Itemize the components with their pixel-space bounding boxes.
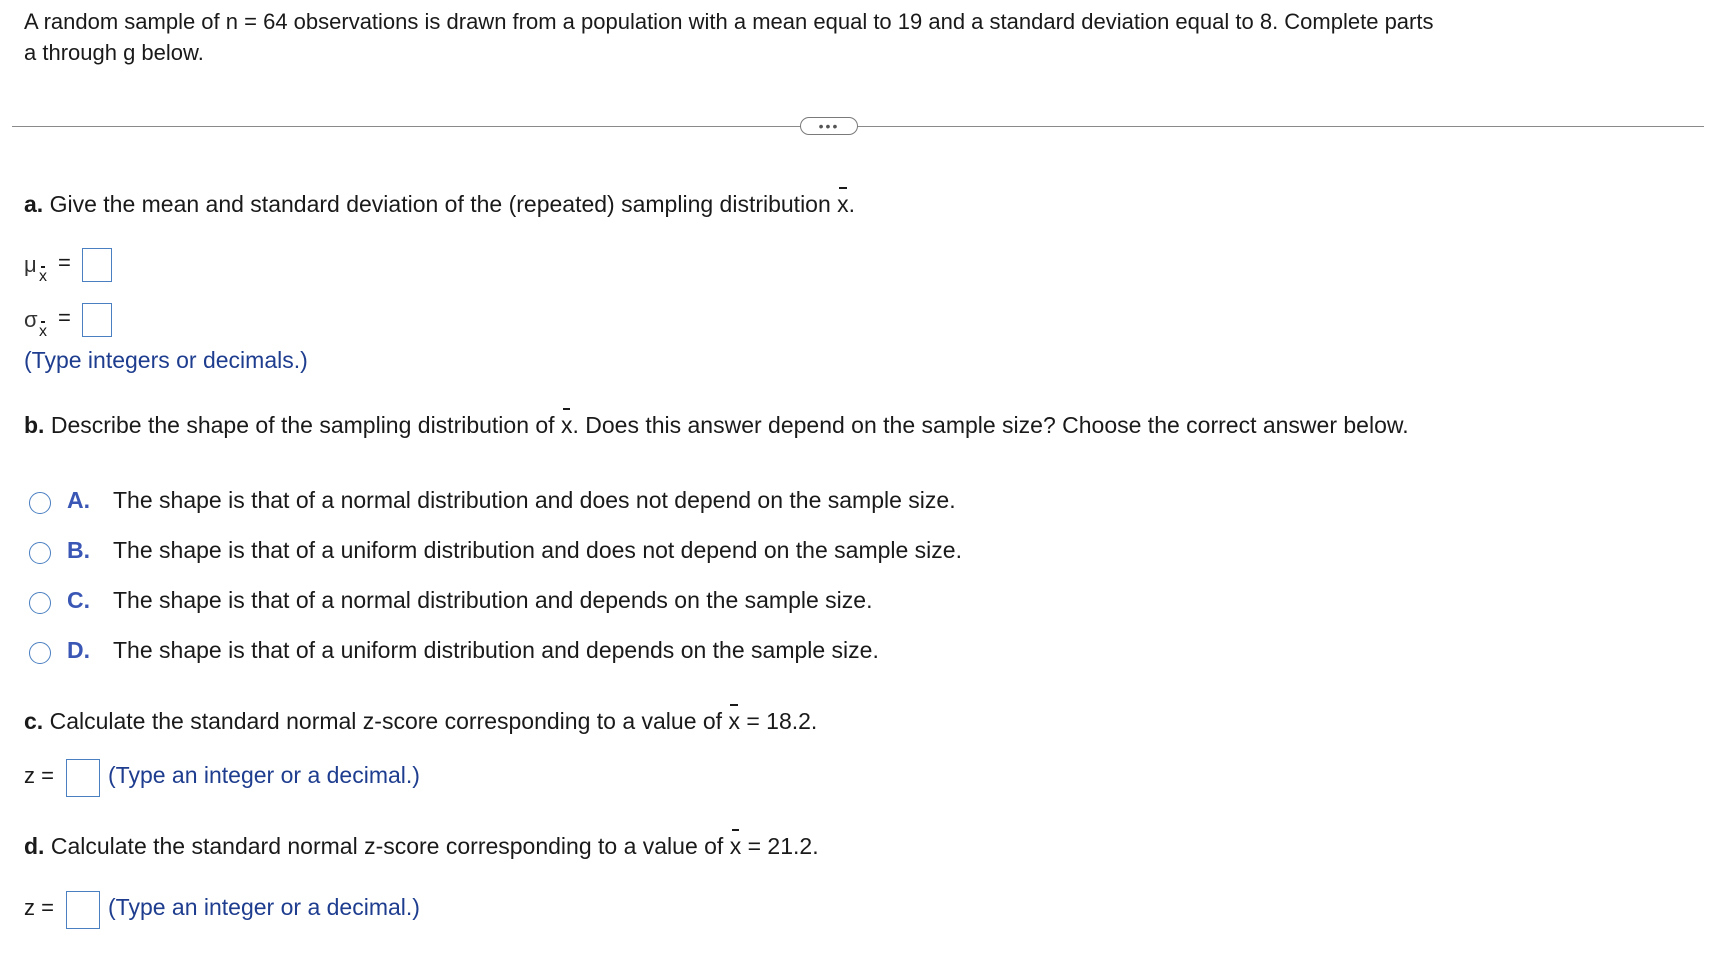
sigma-equals: = (58, 305, 71, 330)
part-d-z-label: z = (24, 895, 54, 920)
part-c-hint: (Type an integer or a decimal.) (108, 762, 420, 788)
option-b-letter: B. (67, 537, 90, 563)
option-b-radio[interactable] (29, 542, 51, 564)
more-dots-icon: ••• (818, 118, 840, 134)
mu-xbar-input[interactable] (82, 248, 112, 282)
part-d-label: d. (24, 833, 45, 859)
sigma-symbol: σ (24, 307, 38, 332)
option-c-radio[interactable] (29, 592, 51, 614)
part-c-question (24, 706, 817, 736)
option-d-radio[interactable] (29, 642, 51, 664)
x-bar-symbol: x (560, 412, 573, 438)
part-a-end: . (848, 191, 856, 217)
part-c-value: = 18.2. (739, 708, 818, 734)
part-a-question (24, 189, 855, 219)
section-divider (12, 126, 1704, 127)
option-c-text: The shape is that of a normal distribution and depends on the sample size. (113, 587, 873, 613)
option-b-text: The shape is that of a uniform distribution and does not depend on the sample size. (113, 537, 962, 563)
option-a-radio[interactable] (29, 492, 51, 514)
part-c-z-label: z = (24, 763, 54, 788)
mu-xbar-label (24, 246, 84, 286)
mu-symbol: μ (24, 252, 37, 277)
x-bar-symbol: x (728, 708, 740, 734)
problem-intro-line1: A random sample of n = 64 observations is drawn from a population with a mean equal to 19 and a standard deviation equal to 8. Complete parts (24, 9, 1434, 34)
part-d-text: Calculate the standard normal z-score corresponding to a value of (50, 833, 724, 859)
part-b-label: b. (24, 412, 45, 438)
option-c-letter: C. (67, 587, 90, 613)
x-bar-symbol: x (837, 191, 849, 217)
problem-intro (24, 6, 1704, 68)
part-b-question (24, 410, 1409, 440)
sigma-subscript: x (39, 323, 47, 340)
part-d-value: = 21.2. (741, 833, 819, 859)
mu-equals: = (58, 250, 71, 275)
part-c-z-input[interactable] (66, 759, 100, 797)
sigma-xbar-label (24, 301, 84, 341)
part-b-text-after: . Does this answer depend on the sample size? Choose the correct answer below. (572, 412, 1409, 438)
option-a-letter: A. (67, 487, 90, 513)
x-bar-symbol: x (729, 833, 742, 859)
part-d-hint: (Type an integer or a decimal.) (108, 894, 420, 920)
problem-intro-line2: a through g below. (24, 40, 204, 65)
part-a-label: a. (24, 191, 44, 217)
part-c-label: c. (24, 708, 44, 734)
part-d-question (24, 831, 819, 861)
option-a-text: The shape is that of a normal distribution and does not depend on the sample size. (113, 487, 956, 513)
show-more-button[interactable] (800, 117, 858, 135)
option-d-letter: D. (67, 637, 90, 663)
part-c-text: Calculate the standard normal z-score corresponding to a value of (49, 708, 723, 734)
part-a-text: Give the mean and standard deviation of the (repeated) sampling distribution (49, 191, 831, 217)
sigma-xbar-input[interactable] (82, 303, 112, 337)
part-a-hint: (Type integers or decimals.) (24, 347, 308, 373)
part-b-text-before: Describe the shape of the sampling distribution of (50, 412, 555, 438)
option-d-text: The shape is that of a uniform distribution and depends on the sample size. (113, 637, 879, 663)
mu-subscript: x (39, 268, 47, 285)
part-d-z-input[interactable] (66, 891, 100, 929)
